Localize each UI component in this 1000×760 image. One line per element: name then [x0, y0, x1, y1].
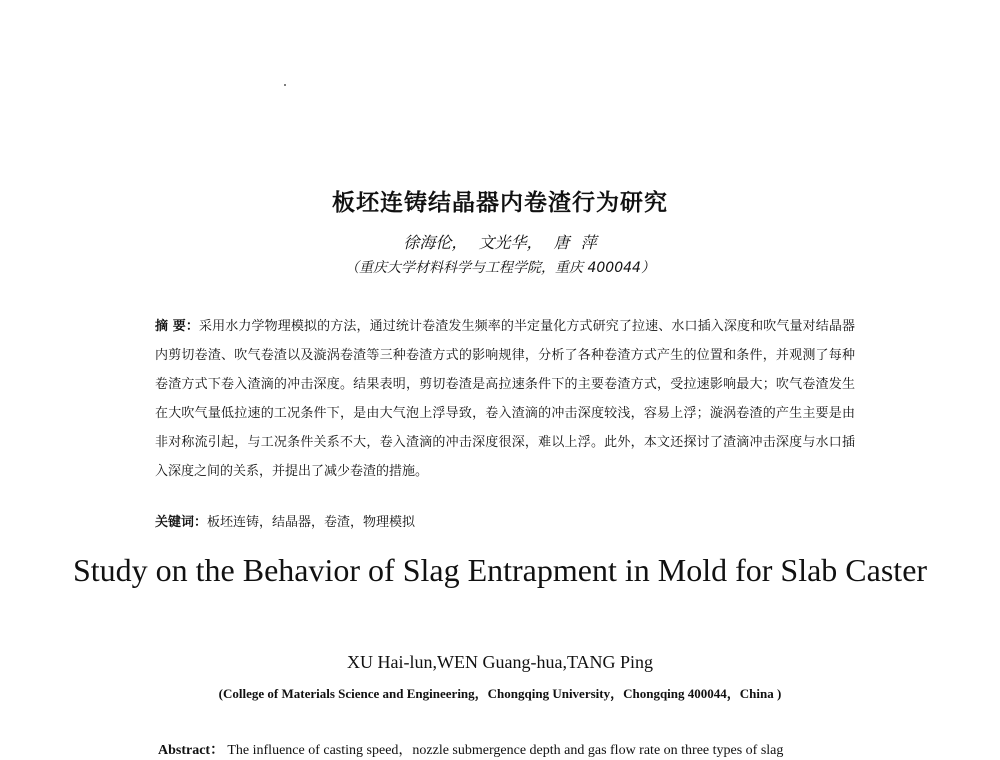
- english-authors: XU Hai-lun,WEN Guang-hua,TANG Ping: [347, 652, 653, 672]
- scan-speck: [284, 84, 286, 86]
- chinese-title: 板坯连铸结晶器内卷渣行为研究: [332, 190, 668, 216]
- chinese-abstract: [155, 312, 855, 486]
- english-abstract-text: The influence of casting speed，nozzle submergence depth and gas flow rate on three types of slag: [227, 743, 784, 758]
- chinese-keywords-text: 板坯连铸，结晶器，卷渣，物理模拟: [207, 515, 416, 530]
- english-title: Study on the Behavior of Slag Entrapment in Mold for Slab Caster: [72, 552, 928, 588]
- chinese-affiliation: （重庆大学材料科学与工程学院，重庆 400044）: [345, 260, 655, 276]
- english-affiliation: (College of Materials Science and Engineering，Chongqing University，Chongqing 400044，China ): [218, 686, 782, 701]
- chinese-keywords-label: 关键词：: [155, 515, 208, 530]
- chinese-authors: 徐海伦， 文光华， 唐 萍: [403, 233, 597, 252]
- chinese-keywords: [155, 513, 855, 533]
- english-abstract-label: Abstract：: [158, 743, 225, 758]
- english-abstract: [158, 739, 858, 759]
- chinese-abstract-label: 摘 要：: [155, 319, 200, 334]
- chinese-abstract-text: 采用水力学物理模拟的方法，通过统计卷渣发生频率的半定量化方式研究了拉速、水口插入深度和吹气量对结晶器内剪切卷渣、吹气卷渣以及漩涡卷渣等三种卷渣方式的影响规律，分析了各种卷渣方式产生的位置和条件，并观测了每种卷渣方式下卷入渣滴的冲击深度。结果表明，剪切卷渣是高拉速条件下的主要卷渣方式，受拉速影响最大；吹气卷渣发生在大吹气量低拉速的工况条件下，是由大气泡上浮导致，卷入渣滴的冲击深度较浅，容易上浮；漩涡卷渣的产生主要是由非对称流引起，与工况条件关系不大，卷入渣滴的冲击深度很深，难以上浮。此外，本文还探讨了渣滴冲击深度与水口插入深度之间的关系，并提出了减少卷渣的措施。: [155, 319, 855, 479]
